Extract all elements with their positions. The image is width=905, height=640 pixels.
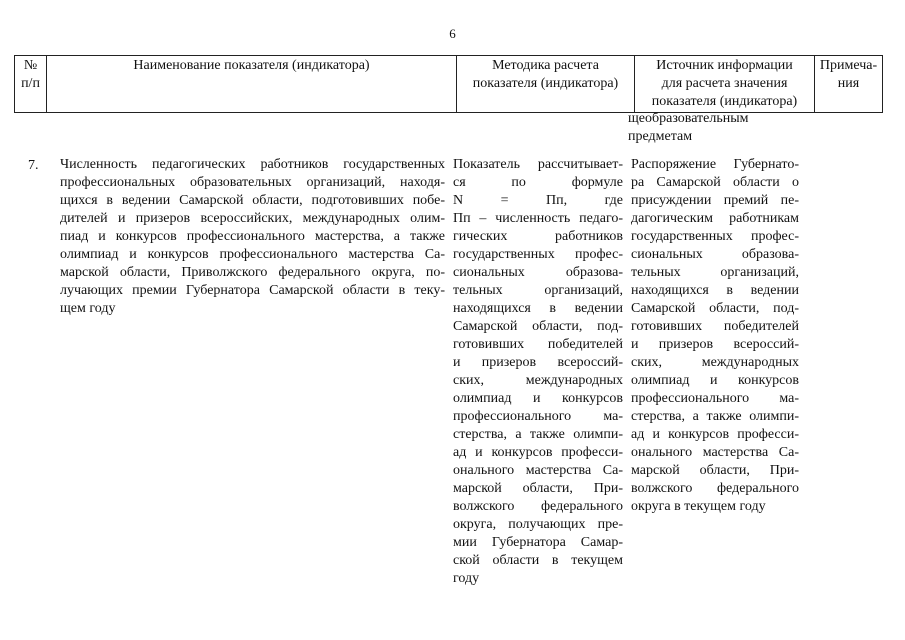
text-line: ских, международных xyxy=(453,373,623,388)
text-line: предметам xyxy=(628,129,693,144)
text-line: Показатель рассчитывает- xyxy=(453,157,623,172)
text-line: Наименование показателя (индикатора) xyxy=(133,58,370,73)
text-line: показателя (индикатора) xyxy=(472,76,619,91)
text-line: марской области, При- xyxy=(453,481,623,496)
text-line: Самарской области, под- xyxy=(631,301,799,316)
header-name-cell xyxy=(47,56,457,113)
text-line: олимпиад и конкурсов xyxy=(453,391,623,406)
text-line: мии Губернатора Самар- xyxy=(453,535,623,550)
carryover-text xyxy=(628,110,818,146)
text-line: ских, международных xyxy=(631,355,799,370)
text-line: Распоряжение Губернато- xyxy=(631,157,799,172)
text-line: онального мастерства Са- xyxy=(631,445,799,460)
text-line: году xyxy=(453,571,480,586)
text-line: тельных организаций, xyxy=(631,265,799,280)
text-line: онального мастерства Са- xyxy=(453,463,623,478)
text-line: дителей и призеров всероссийских, международных олим- xyxy=(60,211,445,226)
text-line: пиад и конкурсов профессионального мастерства, а также xyxy=(60,229,445,244)
text-line: гических работников xyxy=(453,229,623,244)
text-line: округа, получающих пре- xyxy=(453,517,623,532)
text-line: щихся в ведении Самарской области, подготовивших побе- xyxy=(60,193,445,208)
text-line: стерства, а также олимпи- xyxy=(453,427,623,442)
header-note-cell xyxy=(815,56,883,113)
text-line: марской области, Приволжского федерального округа, по- xyxy=(60,265,445,280)
text-line: находящихся в ведении xyxy=(453,301,623,316)
text-line: государственных профес- xyxy=(453,247,623,262)
row-number: 7. xyxy=(28,158,39,173)
text-line: щем году xyxy=(60,301,116,316)
text-line: готовивших победителей xyxy=(631,319,799,334)
text-line: № xyxy=(23,58,38,73)
information-source-text xyxy=(631,156,799,516)
text-line: марской области, При- xyxy=(631,463,799,478)
text-line: ся по формуле xyxy=(453,175,623,190)
text-line: лучающих премии Губернатора Самарской области в теку- xyxy=(60,283,445,298)
text-line: профессионального ма- xyxy=(631,391,799,406)
text-line: ния xyxy=(837,76,860,91)
text-line: ской области в текущем xyxy=(453,553,623,568)
header-source-cell xyxy=(635,56,815,113)
text-line: для расчета значения xyxy=(661,76,788,91)
text-line: сиональных образова- xyxy=(631,247,799,262)
page-number: 6 xyxy=(449,26,456,41)
text-line: Самарской области, под- xyxy=(453,319,623,334)
header-row xyxy=(15,56,883,113)
text-line: дагогическим работникам xyxy=(631,211,799,226)
text-line: олимпиад и конкурсов xyxy=(631,373,799,388)
text-line: тельных организаций, xyxy=(453,283,623,298)
table-header xyxy=(14,55,883,113)
indicator-name-text xyxy=(60,156,445,318)
text-line: щеобразовательным xyxy=(628,111,749,126)
text-line: присуждении премий пе- xyxy=(631,193,799,208)
text-line: Методика расчета xyxy=(492,58,599,73)
text-line: Примеча- xyxy=(819,58,878,73)
text-line: и призеров всероссий- xyxy=(631,337,799,352)
text-line: профессионального ма- xyxy=(453,409,623,424)
text-line: ад и конкурсов професси- xyxy=(631,427,799,442)
text-line: N = Пп, где xyxy=(453,193,623,208)
header-num-cell xyxy=(15,56,47,113)
text-line: готовивших победителей xyxy=(453,337,623,352)
text-line: профессиональных образовательных организаций, находя- xyxy=(60,175,445,190)
text-line: ра Самарской области о xyxy=(631,175,799,190)
text-line: округа в текущем году xyxy=(631,499,766,514)
text-line: показателя (индикатора) xyxy=(651,94,798,109)
text-line: ад и конкурсов професси- xyxy=(453,445,623,460)
text-line: Численность педагогических работников государственных xyxy=(60,157,445,172)
calculation-method-text xyxy=(453,156,623,588)
text-line: находящихся в ведении xyxy=(631,283,799,298)
text-line: и призеров всероссий- xyxy=(453,355,623,370)
text-line: олимпиад и конкурсов профессионального мастерства Са- xyxy=(60,247,445,262)
text-line: Пп – численность педаго- xyxy=(453,211,623,226)
text-line: сиональных образова- xyxy=(453,265,623,280)
text-line: стерства, а также олимпи- xyxy=(631,409,799,424)
text-line: государственных профес- xyxy=(631,229,799,244)
text-line: волжского федерального xyxy=(631,481,799,496)
text-line: п/п xyxy=(21,76,40,91)
text-line: Источник информации xyxy=(656,58,793,73)
text-line: волжского федерального xyxy=(453,499,623,514)
header-method-cell xyxy=(457,56,635,113)
